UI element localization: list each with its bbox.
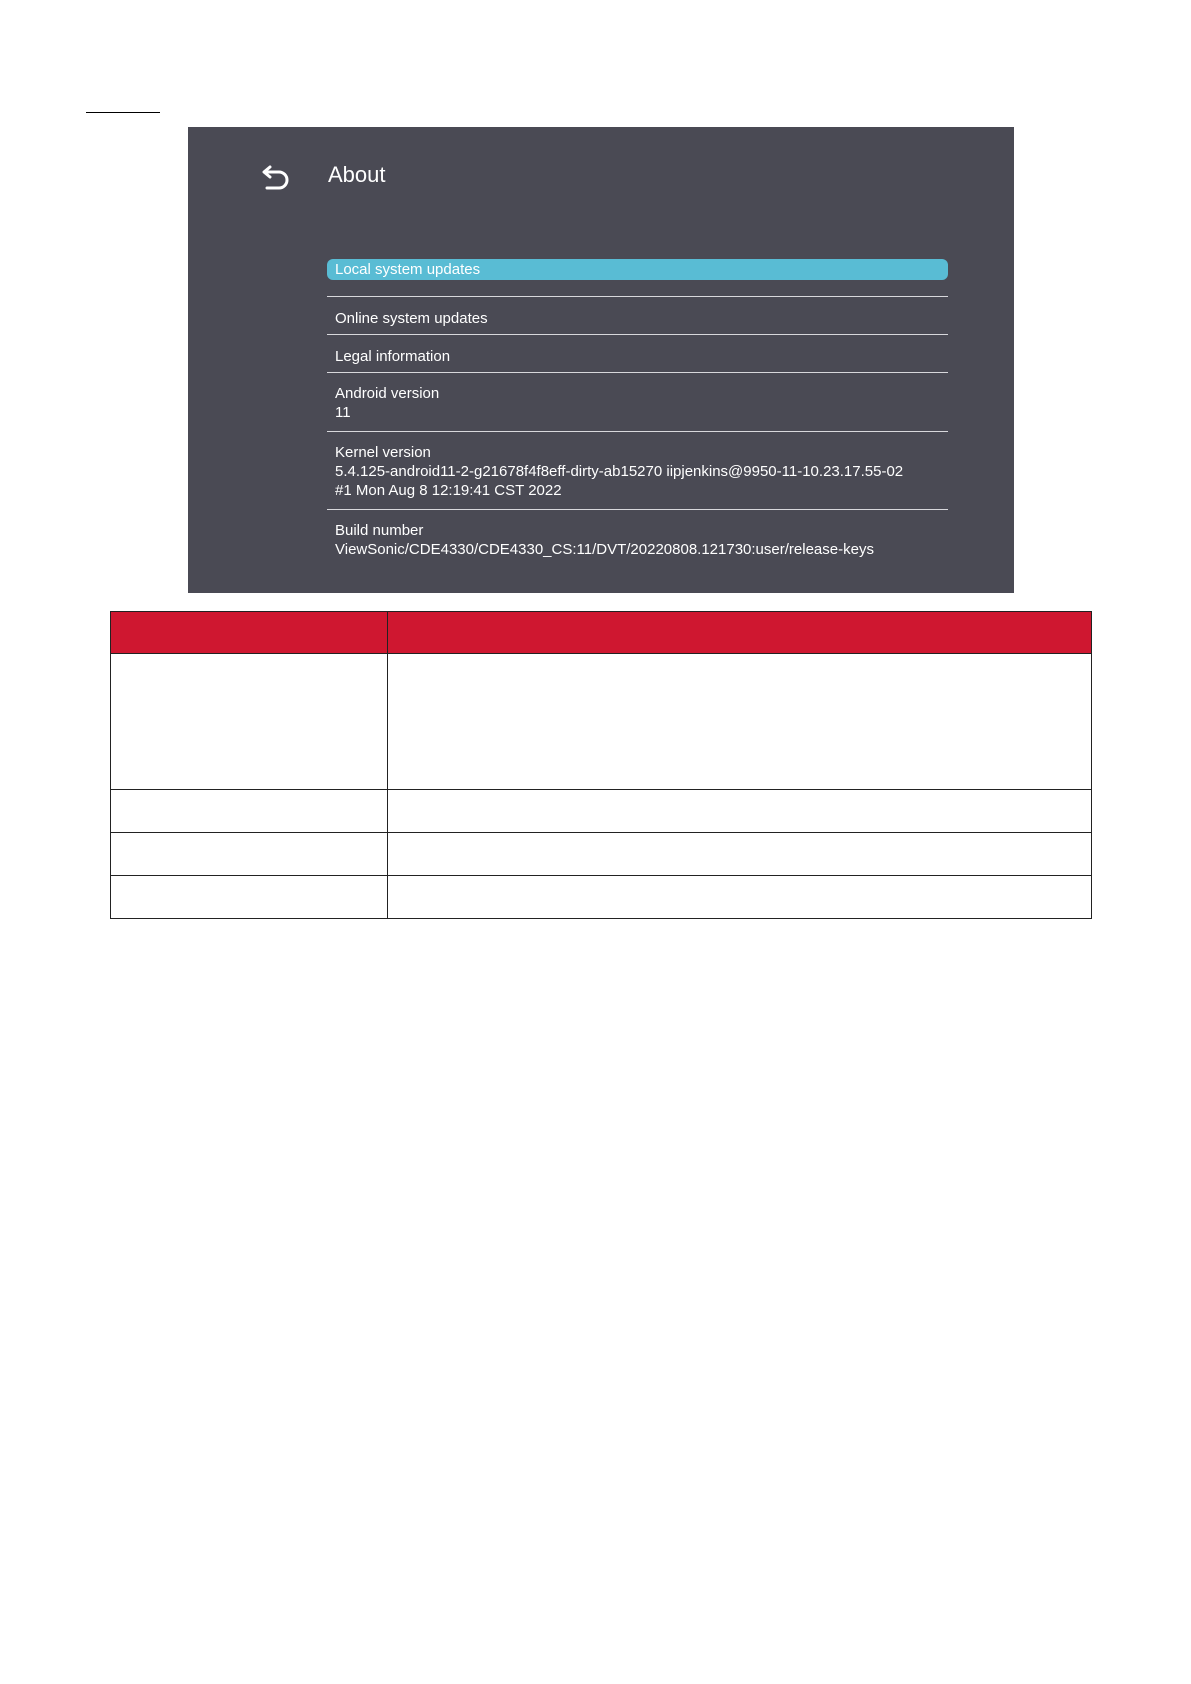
about-menu: [327, 259, 948, 568]
android-version-value: 11: [335, 404, 351, 421]
menu-item-android-version[interactable]: [327, 373, 948, 432]
menu-item-label: Local system updates: [335, 261, 481, 278]
table-cell: [111, 876, 388, 919]
about-screen: [188, 127, 1014, 593]
build-number-value: ViewSonic/CDE4330/CDE4330_CS:11/DVT/20220808.121730:user/release-keys: [335, 541, 874, 558]
table-row: [111, 833, 1092, 876]
menu-divider: [327, 280, 948, 297]
table-cell: [388, 790, 1092, 833]
table-row: [111, 876, 1092, 919]
menu-item-online-system-updates[interactable]: [327, 297, 948, 335]
kernel-version-label: Kernel version: [335, 444, 431, 461]
table-header-cell: [388, 612, 1092, 654]
table-cell: [388, 654, 1092, 790]
table-cell: [111, 790, 388, 833]
table-header-cell: [111, 612, 388, 654]
menu-item-label: Legal information: [335, 348, 451, 365]
back-arrow-icon[interactable]: [258, 161, 292, 193]
table-cell: [111, 833, 388, 876]
table-header-row: [111, 612, 1092, 654]
android-version-label: Android version: [335, 385, 440, 402]
kernel-version-line2: #1 Mon Aug 8 12:19:41 CST 2022: [335, 482, 562, 499]
build-number-label: Build number: [335, 522, 424, 539]
table-row: [111, 790, 1092, 833]
menu-item-label: Online system updates: [335, 310, 488, 327]
kernel-version-line1: 5.4.125-android11-2-g21678f4f8eff-dirty-ab15270 iipjenkins@9950-11-10.23.17.55-02: [335, 463, 904, 480]
menu-item-build-number[interactable]: [327, 510, 948, 568]
menu-item-legal-information[interactable]: [327, 335, 948, 373]
screen-title: About: [328, 162, 386, 187]
table-cell: [111, 654, 388, 790]
table-cell: [388, 876, 1092, 919]
menu-item-local-system-updates[interactable]: [327, 259, 948, 280]
settings-table: [110, 611, 1092, 919]
table-row: [111, 654, 1092, 790]
menu-item-kernel-version[interactable]: [327, 432, 948, 510]
table-cell: [388, 833, 1092, 876]
heading-underline: [86, 112, 160, 113]
